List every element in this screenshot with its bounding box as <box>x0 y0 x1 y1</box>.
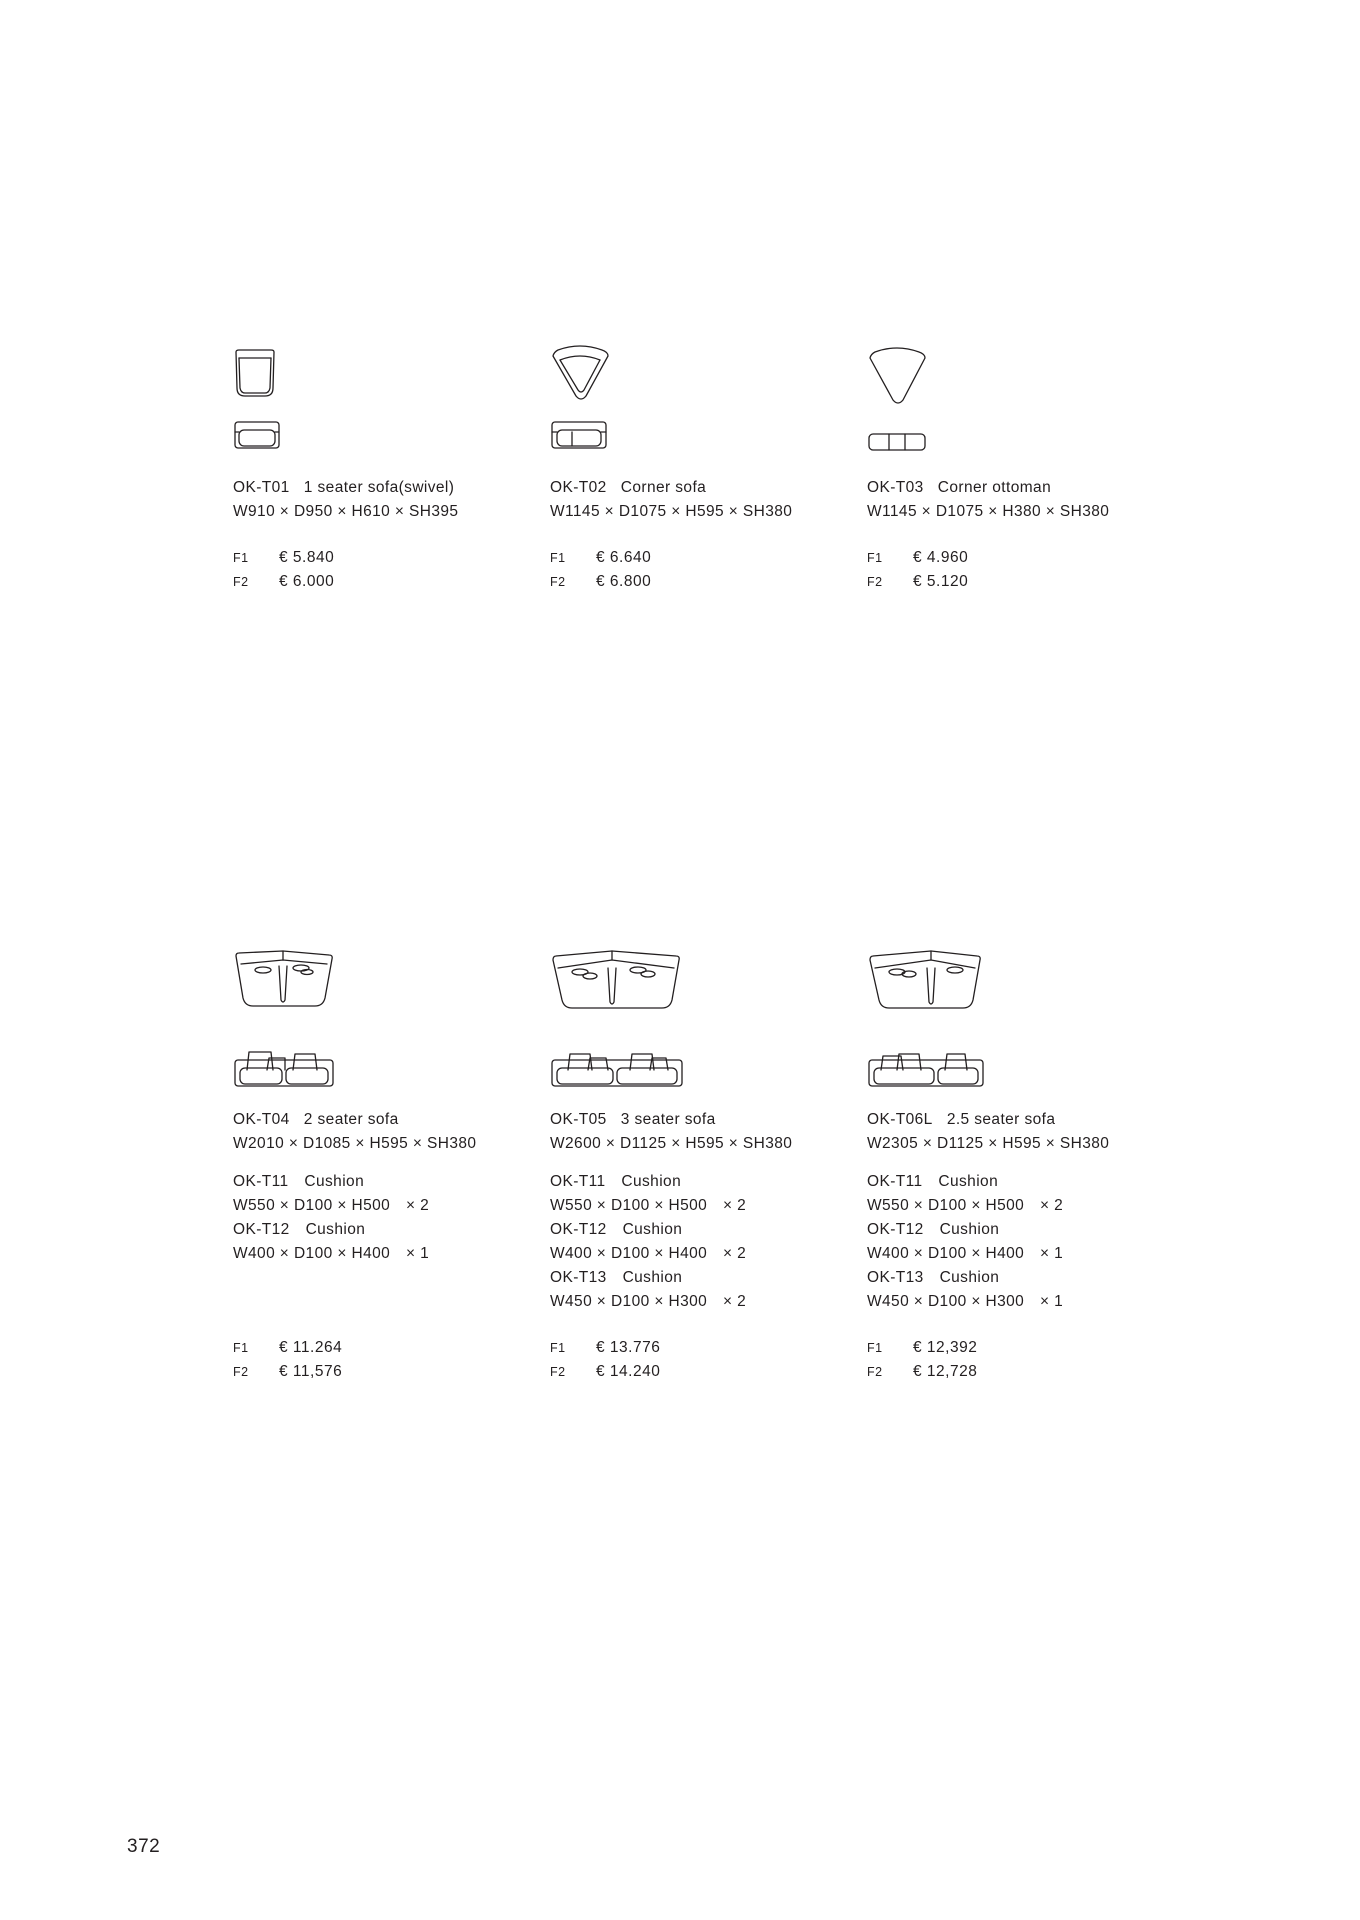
cushion-title: OK-T13 Cushion <box>550 1269 683 1286</box>
price-row-f1 <box>233 1336 533 1360</box>
cushion-title: OK-T12 Cushion <box>233 1221 366 1238</box>
price-grade-label: F1 <box>867 1341 883 1355</box>
price-grade-label: F2 <box>550 575 566 589</box>
price-value: € 6.000 <box>279 573 335 590</box>
cushion-title: OK-T11 Cushion <box>233 1173 365 1190</box>
swivel-chair-front-icon <box>233 420 283 452</box>
price-value: € 5.840 <box>279 549 335 566</box>
product-name: Corner ottoman <box>937 479 1052 496</box>
cushion-dimensions: W550 × D100 × H500 × 2 <box>867 1197 1064 1214</box>
cushion-dimensions: W550 × D100 × H500 × 2 <box>233 1197 430 1214</box>
product-dimensions: W2305 × D1125 × H595 × SH380 <box>867 1135 1110 1152</box>
product-name: 2.5 seater sofa <box>946 1111 1056 1128</box>
cushion-title: OK-T11 Cushion <box>550 1173 682 1190</box>
price-value: € 4.960 <box>913 549 969 566</box>
product-name: 1 seater sofa(swivel) <box>303 479 455 496</box>
price-value: € 6.800 <box>596 573 652 590</box>
price-row-f1 <box>550 1336 850 1360</box>
product-ok-t05 <box>550 950 850 1384</box>
price-value: € 14.240 <box>596 1363 661 1380</box>
product-drawings <box>233 950 533 1108</box>
product-code: OK-T03 <box>867 479 924 496</box>
cushion-title: OK-T13 Cushion <box>867 1269 1000 1286</box>
product-dimensions: W2010 × D1085 × H595 × SH380 <box>233 1135 477 1152</box>
price-grade-label: F2 <box>233 575 249 589</box>
product-ok-t06l <box>867 950 1167 1384</box>
price-row-f2 <box>867 1360 1167 1384</box>
product-drawings <box>550 950 850 1108</box>
cushion-title: OK-T12 Cushion <box>867 1221 1000 1238</box>
price-grade-label: F1 <box>233 1341 249 1355</box>
product-ok-t01 <box>233 344 533 594</box>
product-title <box>233 476 533 500</box>
price-value: € 11.264 <box>279 1339 343 1356</box>
swivel-chair-plan-icon <box>233 348 283 400</box>
price-grade-label: F2 <box>867 1365 883 1379</box>
two-seater-front-icon <box>233 1048 337 1090</box>
price-grade-label: F2 <box>550 1365 566 1379</box>
page-number: 372 <box>127 1836 161 1857</box>
product-dimensions: W1145 × D1075 × H595 × SH380 <box>550 503 793 520</box>
two-seater-plan-icon <box>233 950 337 1010</box>
price-grade-label: F1 <box>550 551 566 565</box>
price-value: € 5.120 <box>913 573 969 590</box>
price-value: € 6.640 <box>596 549 652 566</box>
price-grade-label: F1 <box>550 1341 566 1355</box>
cushion-dimensions: W550 × D100 × H500 × 2 <box>550 1197 747 1214</box>
product-code: OK-T02 <box>550 479 607 496</box>
price-row-f1 <box>867 546 1167 570</box>
product-ok-t02 <box>550 344 850 594</box>
three-seater-plan-icon <box>550 950 686 1012</box>
product-drawings <box>550 344 850 476</box>
product-drawings <box>867 344 1167 476</box>
two-half-seater-front-icon <box>867 1048 987 1090</box>
product-title <box>867 1108 1167 1132</box>
product-code: OK-T04 <box>233 1111 290 1128</box>
product-title <box>233 1108 533 1132</box>
cushion-title: OK-T12 Cushion <box>550 1221 683 1238</box>
price-row-f2 <box>867 570 1167 594</box>
product-name: 3 seater sofa <box>620 1111 716 1128</box>
product-drawings <box>867 950 1167 1108</box>
product-title <box>550 476 850 500</box>
product-title <box>550 1108 850 1132</box>
price-grade-label: F1 <box>867 551 883 565</box>
product-name: 2 seater sofa <box>303 1111 399 1128</box>
product-dimensions: W1145 × D1075 × H380 × SH380 <box>867 503 1110 520</box>
cushion-dimensions: W400 × D100 × H400 × 1 <box>233 1245 430 1262</box>
cushion-dimensions: W450 × D100 × H300 × 2 <box>550 1293 747 1310</box>
price-grade-label: F1 <box>233 551 249 565</box>
price-row-f2 <box>233 570 533 594</box>
price-row-f1 <box>867 1336 1167 1360</box>
price-row-f2 <box>550 1360 850 1384</box>
corner-ottoman-plan-icon <box>867 344 929 406</box>
price-row-f1 <box>550 546 850 570</box>
price-value: € 11,576 <box>279 1363 343 1380</box>
cushion-dimensions: W450 × D100 × H300 × 1 <box>867 1293 1064 1310</box>
price-value: € 12,392 <box>913 1339 978 1356</box>
product-dimensions: W2600 × D1125 × H595 × SH380 <box>550 1135 793 1152</box>
price-row-f2 <box>550 570 850 594</box>
product-title <box>867 476 1167 500</box>
product-code: OK-T05 <box>550 1111 607 1128</box>
corner-sofa-front-icon <box>550 420 610 452</box>
three-seater-front-icon <box>550 1048 686 1090</box>
price-value: € 12,728 <box>913 1363 978 1380</box>
product-code: OK-T06L <box>867 1111 933 1128</box>
product-drawings <box>233 344 533 476</box>
price-row-f2 <box>233 1360 533 1384</box>
cushion-title: OK-T11 Cushion <box>867 1173 999 1190</box>
price-grade-label: F2 <box>233 1365 249 1379</box>
product-ok-t03 <box>867 344 1167 594</box>
corner-ottoman-front-icon <box>867 432 927 454</box>
corner-sofa-plan-icon <box>550 344 612 402</box>
cushion-dimensions: W400 × D100 × H400 × 1 <box>867 1245 1064 1262</box>
product-name: Corner sofa <box>620 479 707 496</box>
price-value: € 13.776 <box>596 1339 661 1356</box>
product-code: OK-T01 <box>233 479 290 496</box>
product-dimensions: W910 × D950 × H610 × SH395 <box>233 503 459 520</box>
two-half-seater-plan-icon <box>867 950 987 1012</box>
product-ok-t04 <box>233 950 533 1384</box>
price-row-f1 <box>233 546 533 570</box>
cushion-dimensions: W400 × D100 × H400 × 2 <box>550 1245 747 1262</box>
price-grade-label: F2 <box>867 575 883 589</box>
